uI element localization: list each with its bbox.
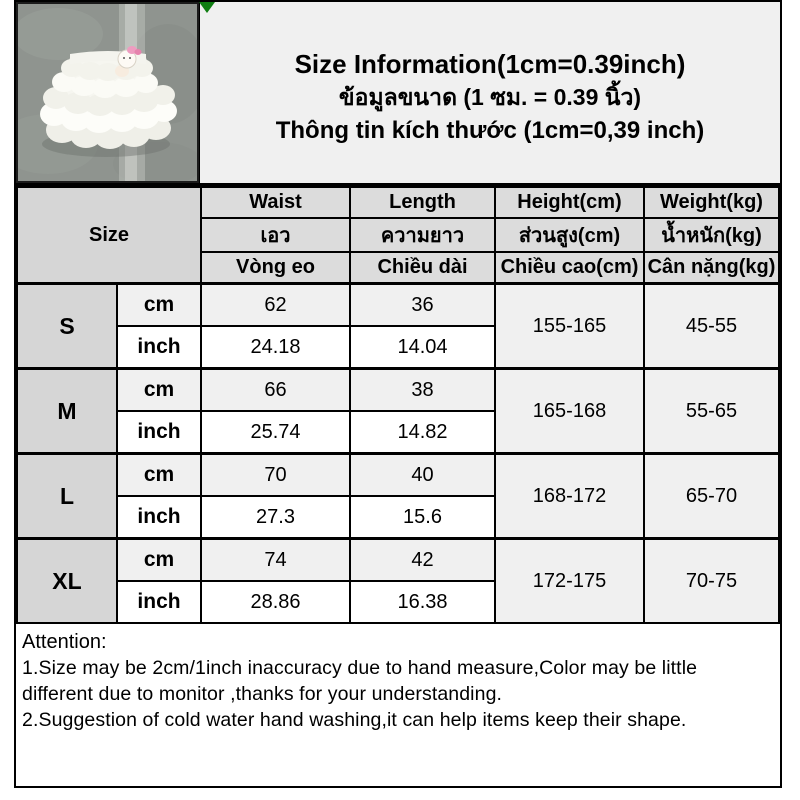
unit-inch: inch — [117, 496, 201, 539]
l-waist-cm: 70 — [201, 454, 350, 497]
header-weight-th: น้ำหนัก(kg) — [644, 218, 779, 252]
s-length-cm: 36 — [350, 284, 495, 327]
row-l-cm — [17, 454, 779, 497]
s-height: 155-165 — [495, 284, 644, 369]
header-length-th: ความยาว — [350, 218, 495, 252]
size-label-l: L — [17, 454, 117, 539]
attention-heading: Attention: — [22, 631, 107, 653]
xl-waist-cm: 74 — [201, 539, 350, 582]
size-label-m: M — [17, 369, 117, 454]
title-english: Size Information(1cm=0.39inch) — [294, 49, 686, 79]
unit-inch: inch — [117, 581, 201, 623]
l-weight: 65-70 — [644, 454, 779, 539]
l-length-inch: 15.6 — [350, 496, 495, 539]
title-block — [199, 2, 780, 183]
row-xl-cm — [17, 539, 779, 582]
size-label-s: S — [17, 284, 117, 369]
header-height-vi: Chiều cao(cm) — [495, 252, 644, 284]
unit-inch: inch — [117, 411, 201, 454]
row-m-cm — [17, 369, 779, 412]
xl-height: 172-175 — [495, 539, 644, 624]
size-chart-card — [14, 0, 782, 788]
xl-weight: 70-75 — [644, 539, 779, 624]
m-waist-cm: 66 — [201, 369, 350, 412]
header-weight-en: Weight(kg) — [644, 187, 779, 218]
row-s-cm — [17, 284, 779, 327]
m-height: 165-168 — [495, 369, 644, 454]
l-length-cm: 40 — [350, 454, 495, 497]
header-length-vi: Chiều dài — [350, 252, 495, 284]
xl-length-inch: 16.38 — [350, 581, 495, 623]
green-corner-icon — [199, 2, 215, 13]
header-length-en: Length — [350, 187, 495, 218]
xl-waist-inch: 28.86 — [201, 581, 350, 623]
unit-cm: cm — [117, 369, 201, 412]
l-height: 168-172 — [495, 454, 644, 539]
header-waist-vi: Vòng eo — [201, 252, 350, 284]
s-weight: 45-55 — [644, 284, 779, 369]
title-vietnamese: Thông tin kích thước (1cm=0,39 inch) — [275, 117, 705, 144]
m-weight: 55-65 — [644, 369, 779, 454]
header-weight-vi: Cân nặng(kg) — [644, 252, 779, 284]
s-waist-cm: 62 — [201, 284, 350, 327]
attention-note-2: 2.Suggestion of cold water hand washing,it can help items keep their shape. — [22, 709, 687, 731]
s-length-inch: 14.04 — [350, 326, 495, 369]
header-row-english — [17, 187, 779, 218]
unit-cm: cm — [117, 539, 201, 582]
m-length-cm: 38 — [350, 369, 495, 412]
title-thai: ข้อมูลขนาด (1 ซม. = 0.39 นิ้ว) — [338, 84, 642, 110]
unit-cm: cm — [117, 284, 201, 327]
m-waist-inch: 25.74 — [201, 411, 350, 454]
header-height-th: ส่วนสูง(cm) — [495, 218, 644, 252]
size-table — [16, 186, 780, 624]
header-height-en: Height(cm) — [495, 187, 644, 218]
unit-inch: inch — [117, 326, 201, 369]
attention-section — [16, 624, 780, 786]
header-waist-th: เอว — [201, 218, 350, 252]
m-length-inch: 14.82 — [350, 411, 495, 454]
l-waist-inch: 27.3 — [201, 496, 350, 539]
top-band — [16, 2, 780, 186]
s-waist-inch: 24.18 — [201, 326, 350, 369]
xl-length-cm: 42 — [350, 539, 495, 582]
attention-note-1: 1.Size may be 2cm/1inch inaccuracy due to hand measure,Color may be little different due to monitor ,thanks for your understanding. — [22, 657, 698, 705]
header-waist-en: Waist — [201, 187, 350, 218]
product-photo — [16, 2, 199, 183]
size-corner-cell: Size — [17, 187, 201, 284]
size-label-xl: XL — [17, 539, 117, 624]
ruffle-skirt-image — [18, 4, 197, 181]
unit-cm: cm — [117, 454, 201, 497]
